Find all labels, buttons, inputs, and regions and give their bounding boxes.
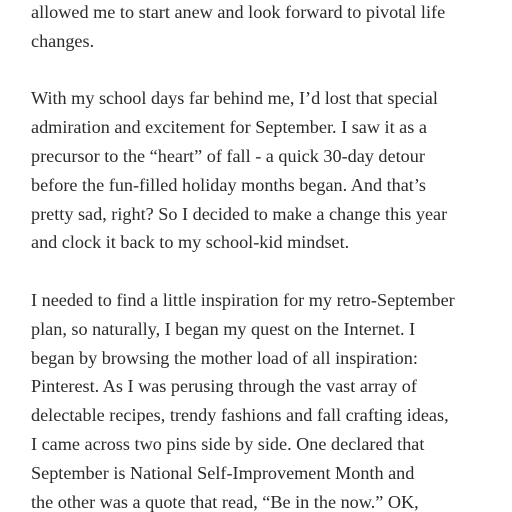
text-line: With my school days far behind me, I’d lost that special: [31, 88, 438, 109]
paragraph-3: [31, 286, 501, 512]
text-line: pretty sad, right? So I decided to make a change this year: [31, 203, 448, 224]
text-line: and clock it back to my school-kid mindset.: [31, 232, 350, 253]
text-line: I came across two pins side by side. One declared that: [31, 433, 425, 454]
paragraph-2: [31, 84, 501, 257]
text-line: Pinterest. As I was perusing through the vast array of: [31, 376, 417, 397]
article-body: [31, 0, 501, 512]
text-line: began by browsing the mother load of all inspiration:: [31, 347, 418, 368]
text-line: delectable recipes, trendy fashions and fall crafting ideas,: [31, 405, 449, 426]
text-line: September is National Self-Improvement Month and: [31, 462, 415, 483]
text-line: precursor to the “heart” of fall - a quick 30-day detour: [31, 145, 425, 166]
paragraph-1: [31, 0, 501, 56]
text-line: plan, so naturally, I began my quest on the Internet. I: [31, 318, 416, 339]
text-line: allowed me to start anew and look forward to pivotal life: [31, 2, 446, 22]
text-line: admiration and excitement for September. I saw it as a: [31, 117, 427, 138]
text-line: I needed to find a little inspiration for my retro-September: [31, 289, 455, 310]
text-line: before the fun-filled holiday months began. And that’s: [31, 174, 426, 195]
text-line: changes.: [31, 30, 95, 51]
text-line: the other was a quote that read, “Be in the now.” OK,: [31, 491, 419, 512]
